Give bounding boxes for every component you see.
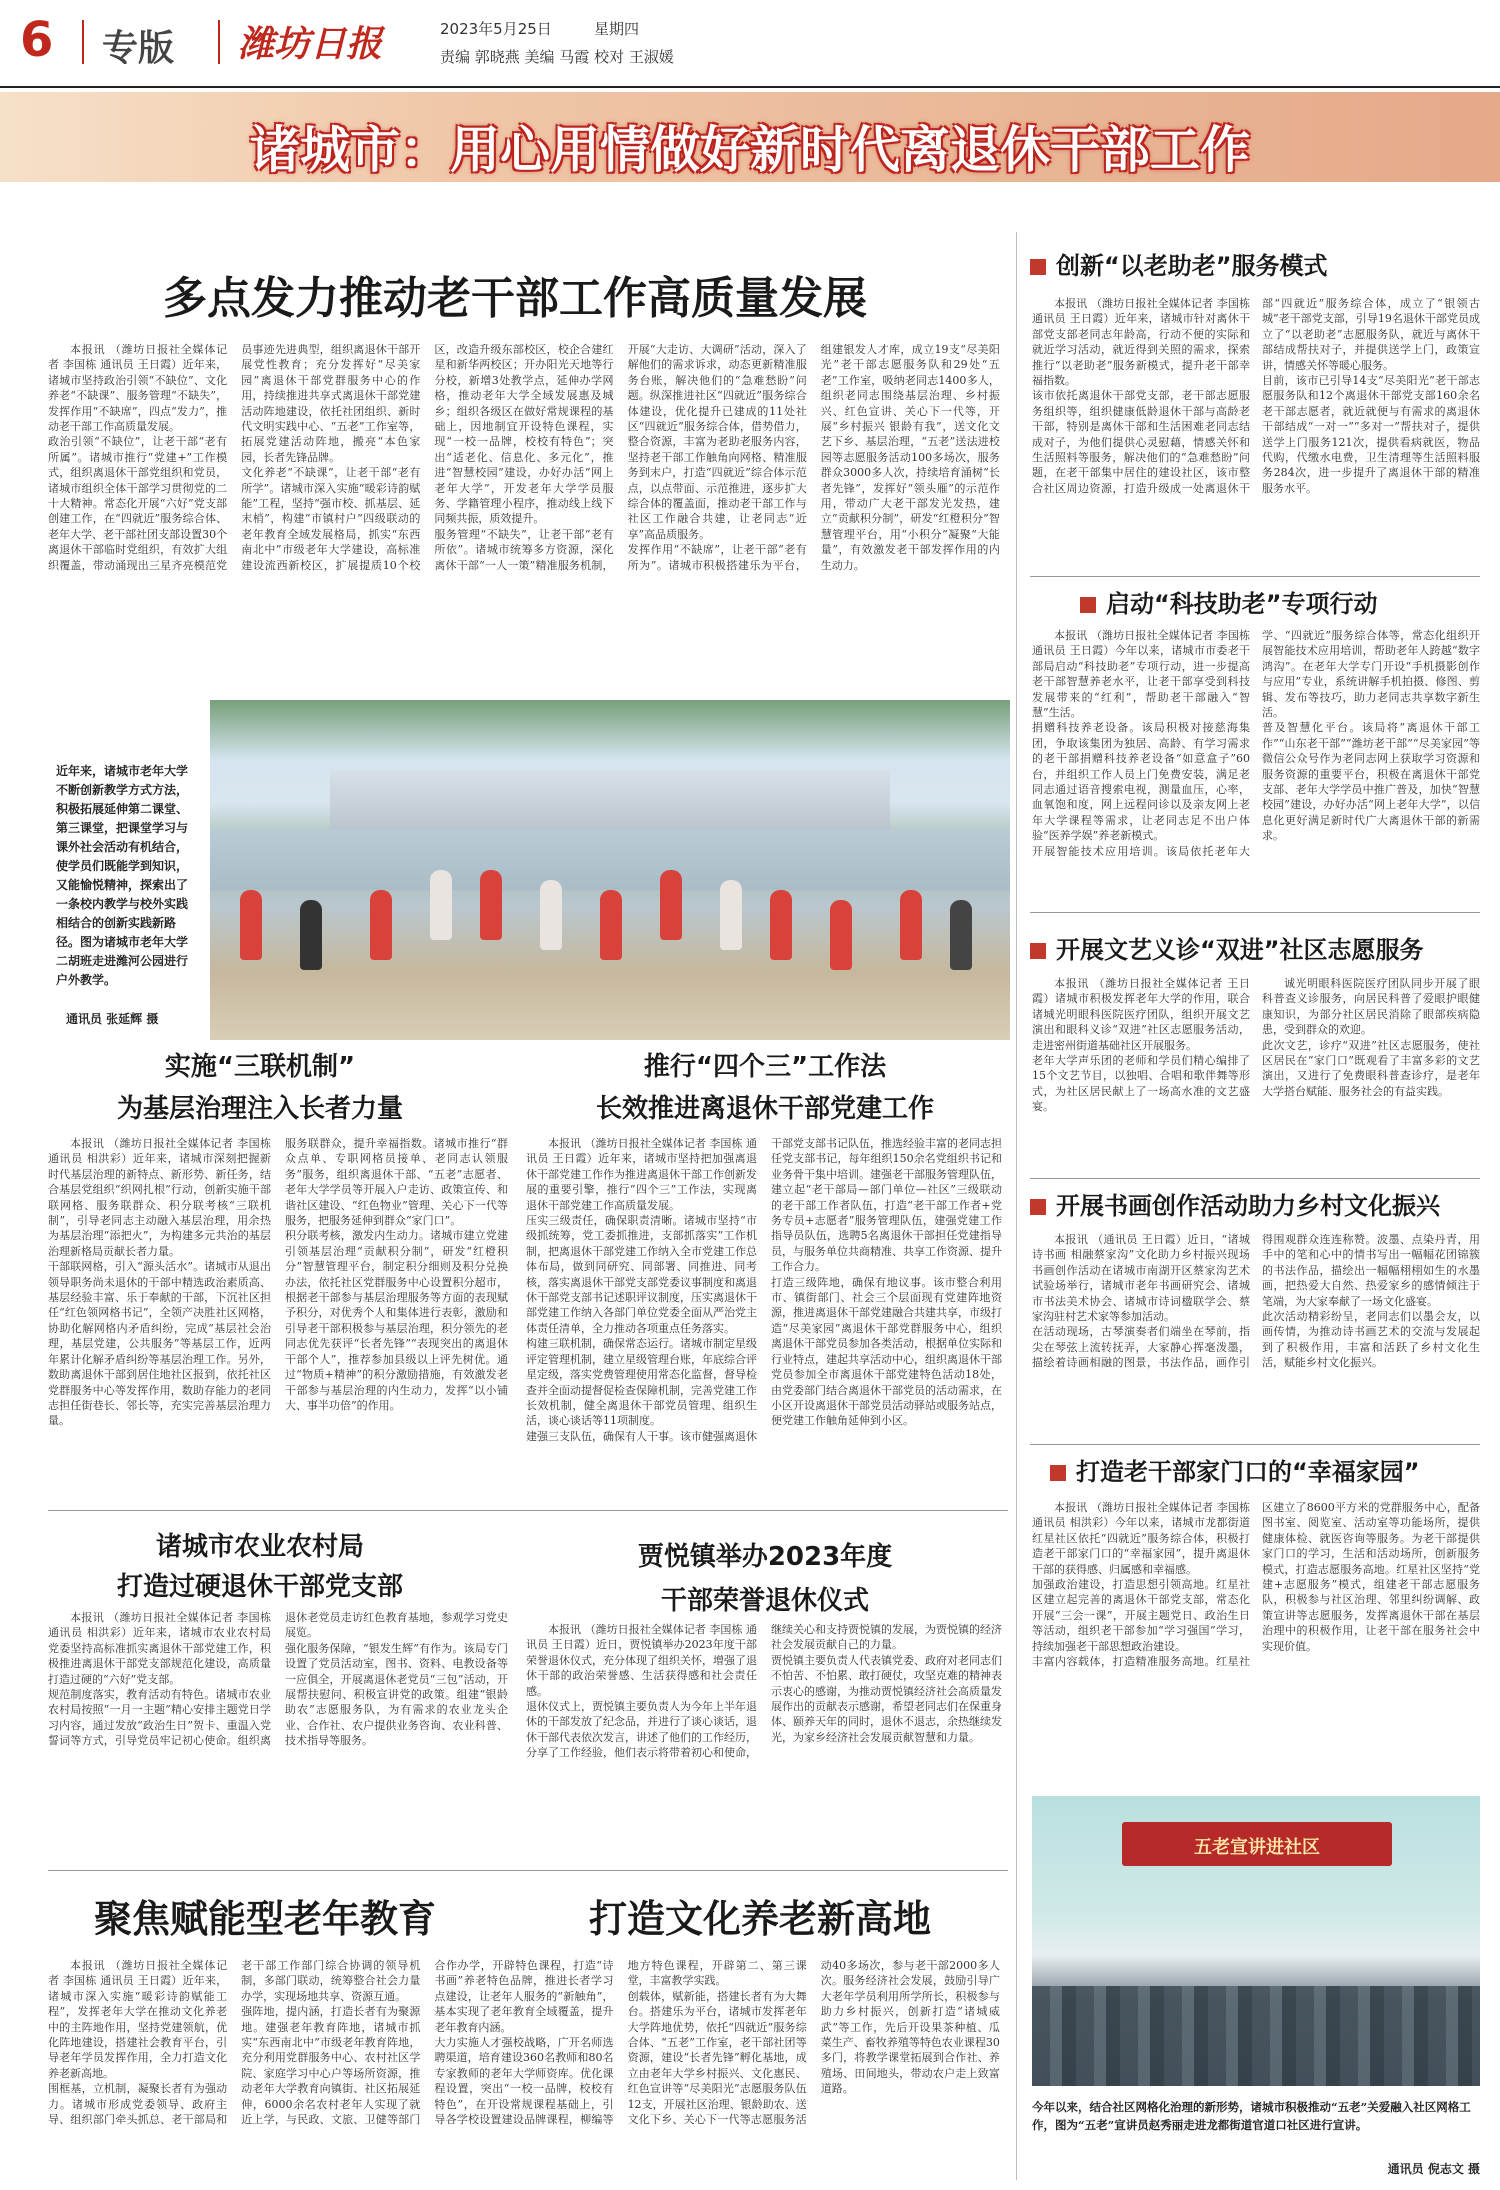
bottom-title-right: 打造文化养老新高地 xyxy=(588,1897,931,1941)
lead-body: 本报讯 （潍坊日报社全媒体记者 李国栋 通讯员 王日霞）近年来，诸城市坚持政治引领“不缺位”、文化养老“不缺课”、服务管理“不缺失”，发挥作用“不缺席”，四点“发力”，推动老干部工作高质量发展。 政治引领“不缺位”，让老干部“老有所属”。诸城市推行“党建+”工作模式，组织离退休干部党组织和党员，诸城市组织全体干部学习贯彻党的二十大精神。常态化开展“六好”党支部创建工作，在“四就近”服务综合体、老年大学、老干部社团支部设置30个离退休干部临时党组织，有效扩大组织覆盖，带动涌现出三星齐亮模范党员事迹先进典型，组织离退休干部开展党性教育；充分发挥好“尽美家园”离退休干部党群服务中心的作用，持续推进共享式离退休干部党建活动阵地建设，依托社团组织、新时代文明实践中心、“五老”工作室等，拓展党建活动阵地，搬亮“本色家园，长者先锋品牌。 文化养老“不缺课”，让老干部“老有所学”。诸城市深入实施“暖彩诗韵赋能”工程，坚持“强市校、抓基层、延末梢”，构建“市镇村户”四级联动的老年教育全域发展格局，抓实“东西南北中”市级老年大学建设，高标准建设流西新校区，扩展提质10个校区，改造升级东部校区，校企合建红星和新华两校区；开办阳光天地等行分校，新增3处教学点，延伸办学网格，推动老年大学全域发展惠及城乡；组织各级区在做好常规课程的基础上，因地制宜开设特色课程，实现“一校一品牌，校校有特色”；突出“适老化、信息化、多元化”，推进“智慧校园”建设，办好办活“网上老年大学”，开发老年大学学员服务、学籍管理小程序，推动线上线下同频共振，质效提升。 服务管理“不缺失”，让老干部“老有所依”。诸城市统筹多方资源，深化离休干部“一人一策”精准服务机制，开展“大走访、大调研”活动，深入了解他们的需求诉求，动态更新精准服务台账，解决他们的“急难愁盼”问题。纵深推进社区“四就近”服务综合体建设，优化提升已建成的11处社区“四就近”服务综合体，借势借力，整合资源，丰富为老助老服务内容，坚持老干部工作触角向网格、精准服务到末户，打造“四就近”综合体示范点，以点带面、示范推进，逐步扩大综合体的覆盖面，推动老干部工作与社区工作融合共建，让老同志“近享”高品质服务。 发挥作用“不缺席”，让老干部“老有所为”。诸城市积极搭建乐为平台，组建银发人才库，成立19支“尽美阳光”老干部志愿服务队和29处“五老”工作室，吸纳老同志1400多人，组织老同志围绕基层治理、乡村振兴、红色宣讲、关心下一代等，开展“乡村振兴 银龄有我”，送文化文艺下乡、基层治理，“五老”送法进校园等志愿服务活动100多场次，服务群众3000多人次，持续培育涌树“长者先锋”，发挥好“领头雁”的示范作用，带动广大老干部发光发热，建立“贡献积分制”，研发“红橙积分”智慧管理平台，用“小积分”凝聚“大能量”，有效激发老干部发挥作用的内生动力。 xyxy=(48,343,1000,572)
performer xyxy=(430,870,452,940)
photo-screen-banner xyxy=(1122,1822,1392,1866)
articleD-title-2: 干部荣誉退休仪式 xyxy=(660,1586,869,1616)
right5-body: 本报讯 （潍坊日报社全媒体记者 李国栋 通讯员 相洪彩）今年以来，诸城市龙都街道红星社区依托“四就近”服务综合体，积极打造老干部家门口的“幸福家园”，提升离退休干部的获得感、归属感和幸福感。 加强政治建设，打造思想引领高地。红星社区建立起完善的离退休干部党支部，常态化开展“三会一课”，开展主题党日、政治生日等活动，组织老干部参加“学习强国”学习，持续加强老干部思想政治建设。 丰富内容载体，打造精准服务高地。红星社区建立了8600平方米的党群服务中心，配备图书室、阅览室、活动室等功能场所，提供健康体检、就医咨询等服务。为老干部提供家门口的学习，生活和活动场所，创新服务模式，打造志愿服务高地。红星社区坚持“党建+志愿服务”模式，组建老干部志愿服务队，积极参与社区治理、邻里纠纷调解、政策宣讲等志愿服务，发挥离退休干部在基层治理中的积极作用，让老干部在服务社会中实现价值。 xyxy=(1032,1501,1480,1669)
right2-title-text: 启动“科技助老”专项行动 xyxy=(1106,590,1378,618)
right4-title-text: 开展书画创作活动助力乡村文化振兴 xyxy=(1056,1192,1440,1220)
right5-title-text: 打造老干部家门口的“幸福家园” xyxy=(1076,1458,1420,1486)
performer xyxy=(830,900,852,970)
photo-erhu-class xyxy=(210,700,1010,1040)
red-square-bullet xyxy=(1030,259,1046,275)
photo-audience xyxy=(1032,1986,1480,2086)
banner-title: 诸城市：用心用情做好新时代离退休干部工作 xyxy=(250,121,1250,179)
right1-title xyxy=(1030,246,1490,280)
photo-buildings xyxy=(330,770,890,830)
articleC-title-1: 诸城市农业农村局 xyxy=(155,1532,364,1562)
red-square-bullet xyxy=(1050,1465,1066,1481)
header-divider xyxy=(82,20,84,64)
bottom-body: 本报讯 （潍坊日报社全媒体记者 李国栋 通讯员 王日霞）近年来，诸城市深入实施“暖彩诗韵赋能工程”，发挥老年大学在推动文化养老中的主阵地作用，坚持党建领航，优化阵地建设，搭建社会教育平台，引导老年学员发挥作用，全力打造文化养老新高地。 围框基，立机制，凝聚长者有为强动力。诸城市形成党委领导、政府主导、组织部门牵头抓总、老干部局和老干部工作部门综合协调的领导机制，多部门联动，统筹整合社会力量办学，实现场地共享、资源互通。 强阵地，提内涵，打造长者有为聚源地。建强老年教育阵地，诸城市抓实“东西南北中”市级老年教育阵地，充分利用党群服务中心、农村社区学院、家庭学习中心户等场所资源，推动老年大学教育向镇街、社区拓展延伸，6000余名农村老年人实现了就近上学，与民政、文旅、卫健等部门合作办学，开辟特色课程，打造“诗书画”养老特色品牌，推进长者学习点建设，让老年人服务的“新触角”，基本实现了老年教育全域覆盖，提升老年教育内涵。 大力实施人才强校战略，广开名师选聘渠道，培育建设360名教师和80名专家教师的老年大学师资库。优化课程设置，突出“一校一品牌，校校有特色”，在开设常规课程基础上，引导各学校设置建设品牌课程，柳编等地方特色课程，开辟第二、第三课堂，丰富教学实践。 创载体，赋新能，搭建长者有为大舞台。搭建乐为平台，诸城市发挥老年大学阵地优势，依托“四就近”服务综合体、“五老”工作室，老干部社团等资源，建设“长者先锋”孵化基地，成立由老年大学乡村振兴、文化惠民、红色宣讲等“尽美阳光”志愿服务队伍12支，开展社区治理、银龄助农、送文化下乡、关心下一代等志愿服务活动40多场次，参与老干部2000多人次。服务经济社会发展，鼓励引导广大老年学员利用所学所长，积极参与助力乡村振兴，创新打造“诸城威武”等工作，先后开设果茶种植、瓜菜生产、畜牧养殖等特色农业课程30多门，将教学课堂拓展到合作社、养殖场、田间地头，带动农户走上致富道路。 xyxy=(48,1959,1000,2127)
photo-banner-text: 五老宣讲进社区 xyxy=(1194,1837,1320,1857)
bottom-title-left: 聚焦赋能型老年教育 xyxy=(93,1897,436,1941)
performer xyxy=(660,870,682,940)
articleD-body: 本报讯 （潍坊日报社全媒体记者 李国栋 通讯员 王日霞）近日，贾悦镇举办2023年度干部荣誉退休仪式，充分体现了组织关怀，增强了退休干部的政治荣誉感、生活获得感和社会责任感。 退休仪式上，贾悦镇主要负责人为今年上半年退休的干部发放了纪念品，并进行了谈心谈话，退休干部代表依次发言，讲述了他们的工作经历，分享了工作经验，他们表示将带着初心和使命，继续关心和支持贾悦镇的发展，为贾悦镇的经济社会发展贡献自己的力量。 贾悦镇主要负责人代表镇党委、政府对老同志们不怕苦、不怕累、敢打硬仗，攻坚克难的精神表示衷心的感谢，为推动贾悦镇经济社会高质量发展作出的贡献表示感谢，希望老同志们在保重身体、颐养天年的同时，退休不退志，余热继续发光，为家乡经济社会发展贡献智慧和力量。 xyxy=(526,1623,1002,1760)
editor-credits: 责编 郭晓燕 美编 马霞 校对 王淑媛 xyxy=(440,48,674,66)
photo2-credit: 通讯员 倪志文 摄 xyxy=(1387,2162,1480,2176)
right5-title xyxy=(1050,1452,1490,1486)
articleA-title-1: 实施“三联机制” xyxy=(164,1052,356,1082)
topic-banner xyxy=(0,92,1500,182)
bottom-divider xyxy=(48,1870,1008,1871)
right2-body: 本报讯 （潍坊日报社全媒体记者 李国栋 通讯员 王日霞）今年以来，诸城市市委老干部局启动“科技助老”专项行动，进一步提高老干部智慧养老水平，让老干部享受到科技发展带来的“红利”，帮助老干部融入“智慧”生活。 捐赠科技养老设备。该局积极对接慈海集团，争取该集团为独居、高龄、有学习需求的老干部捐赠科技养老设备“如意盒子”60台，并组织工作人员上门免费安装，满足老同志通过语音搜索电视，测量血压，心率，血氧饱和度，网上远程问诊以及亲友网上老年大学课程等需求，让老同志足不出户体验“医养学娱”养老新模式。 开展智能技术应用培训。该局依托老年大学、“四就近”服务综合体等，常态化组织开展智能技术应用培训，帮助老年人跨越“数字鸿沟”。在老年大学专门开设“手机摄影创作与应用”专业，系统讲解手机拍摄、修图、剪辑、发布等技巧，助力老同志共享数字新生活。 普及智慧化平台。该局将“离退休干部工作”“山东老干部”“潍坊老干部”“尽美家园”等微信公众号作为老同志网上获取学习资源和服务资源的重要平台，积极在离退休干部党支部、老年大学学员中推广普及，加快“智慧校园”建设，办好办活“网上老年大学”，以信息化更好满足新时代广大离退休干部的新需求。 xyxy=(1032,629,1480,858)
performer xyxy=(540,880,562,950)
right3-title xyxy=(1030,930,1490,964)
right4-body: 本报讯 （通讯员 王日霞）近日，“诸城诗书画 相融蔡家沟”文化助力乡村振兴现场书画创作活动在诸城市南湖开区蔡家沟艺术试验场举行，诸城市老年书画研究会、诸城市书法美术协会、诸城市诗词楹联学会、蔡家沟驻村艺术家等参加活动。 在活动现场，古琴演奏者们端坐在琴前，指尖在琴弦上流转抚弄，大家静心挥毫泼墨，描绘着诗画相融的图景，书法作品，画作引得围观群众连连称赞。波墨、点染丹青，用手中的笔和心中的情书写出一幅幅花团锦簇的书法作品，描绘出一幅幅栩栩如生的水墨画，把热爱大自然、热爱家乡的感情倾注于笔端，为大家奉献了一场文化盛宴。 此次活动精彩纷呈，老同志们以墨会友，以画传情，为推动诗书画艺术的交流与发展起到了积极作用，丰富和活跃了乡村文化生活，赋能乡村文化振兴。 xyxy=(1032,1233,1480,1370)
page-header xyxy=(0,0,1500,88)
performer xyxy=(480,870,502,940)
photo-community-lecture xyxy=(1032,1796,1480,2086)
paper-name: 潍坊日报 xyxy=(238,23,383,65)
lead-headline: 多点发力推动老干部工作高质量发展 xyxy=(163,273,867,324)
right-divider-2 xyxy=(1030,912,1480,913)
header-divider-2 xyxy=(218,20,220,64)
column-divider xyxy=(1016,232,1017,2180)
articleA-title-2: 为基层治理注入长者力量 xyxy=(116,1094,403,1124)
performer xyxy=(950,900,972,970)
red-square-bullet xyxy=(1030,943,1046,959)
right1-body: 本报讯 （潍坊日报社全媒体记者 李国栋 通讯员 王日霞）近年来，诸城市针对离休干部党支部老同志年龄高，行动不便的实际和就近学习活动，就近得到关照的需求，探索推行“以老助老”服务新模式，提升老干部幸福指数。 该市依托离退休干部党支部，老干部志愿服务组织等，组织健康低龄退休干部与高龄老干部，特别是离休干部和生活困难老同志结成对子，为他们提供心灵慰藉，情感关怀和生活照料等服务，解决他们的“急难愁盼”问题，在老干部集中居住的建设社区，该市整合社区周边资源，打造升级成一处离退休干部“四就近”服务综合体，成立了“银领古城”老干部党支部，引导19名退休干部党员成立了“以老助老”志愿服务队，就近与离休干部结成帮扶对子，并提供送学上门，政策宣讲，情感关怀等暖心服务。 目前，该市已引导14支“尽美阳光”老干部志愿服务队和12个离退休干部党支部160余名老干部志愿者，就近就便与有需求的离退休干部结成“一对一”“多对一”帮扶对子，提供送学上门服务121次，提供看病就医，物品代购，代缴水电费，卫生清理等生活照料服务284次，进一步提升了离退休干部的精准服务水平。 xyxy=(1032,297,1480,495)
performer xyxy=(240,890,262,960)
performer xyxy=(900,890,922,960)
right-divider-4 xyxy=(1030,1444,1480,1445)
mid-divider xyxy=(48,1510,1008,1511)
articleB-body: 本报讯 （潍坊日报社全媒体记者 李国栋 通讯员 王日霞）近年来，诸城市坚持把加强离退休干部党建工作作为推进离退休干部工作创新发展的重要引擎，推行“四个三”工作法，实现离退休干部党建工作高质量发展。 压实三级责任，确保职责清晰。诸城市坚持“市级抓统筹，党工委抓推进，支部抓落实”工作机制，把离退休干部党建工作纳入全市党建工作总体布局，做到同研究、同部署、同推进、同考核，落实离退休干部党支部党委议事制度和离退休干部党支部书记述职评议制度，压实离退休干部党建工作纳入各部门单位党委全面从严治党主体责任清单，全力推动各项重点任务落实。 构建三联机制，确保常态运行。诸城市制定星级评定管理机制，建立星级管理台账，年底综合评星定级，落实党费管理使用常态化监督，督导检查并全面动提督促检查保障机制，完善党建工作长效机制，健全离退休干部党员管理、组织生活，谈心谈话等11项制度。 建强三支队伍，确保有人干事。该市健强离退休干部党支部书记队伍，推选经验丰富的老同志担任党支部书记，每年组织150余名党组织书记和业务骨干集中培训。建强老干部服务管理队伍，建立起“老干部局—部门单位—社区”三级联动的老干部工作者队伍，打造“老干部工作者+党务专员+志愿者”服务管理队伍，建强党建工作指导员队伍，选聘5名离退休干部担任党建指导员，与服务单位共商精准、共享工作资源、提升工作合力。 打造三级阵地，确保有地议事。该市整合利用市、镇街部门、社会三个层面现有党建阵地资源，推进离退休干部党建融合共建共享，市级打造“尽美家园”离退休干部党群服务中心，组织离退休干部党员参加各类活动，根据单位实际和行业特点，建起共享活动中心，组织离退休干部党员参加全市离退休干部党建特色活动18处，由党委部门结合离退休干部党员的活动需求，在小区开设离退休干部党员活动驿站或服务站点，便党建工作触角延伸到小区。 xyxy=(526,1137,1002,1443)
photo-trees xyxy=(210,700,1010,760)
right2-title xyxy=(1080,584,1480,618)
articleB-title-2: 长效推进离退休干部党建工作 xyxy=(595,1094,934,1124)
issue-weekday: 星期四 xyxy=(594,20,640,38)
performer xyxy=(370,890,392,960)
right-divider-1 xyxy=(1030,576,1480,577)
articleB-title-1: 推行“四个三”工作法 xyxy=(643,1052,887,1082)
right3-title-text: 开展文艺义诊“双进”社区志愿服务 xyxy=(1056,936,1424,964)
photo-river xyxy=(210,830,1010,890)
red-square-bullet xyxy=(1030,1199,1046,1215)
right3-body: 诚光明眼科医院医疗团队同步开展了眼科普查义诊服务，向居民科普了爱眼护眼健康知识，为部分社区居民消除了眼部疾病隐患，受到群众的欢迎。 此次文艺，诊疗“双进”社区志愿服务，使社区居民在“家门口”既观看了丰富多彩的文艺演出，又进行了免费眼科普查诊疗，是老年大学搭台赋能、服务社会的有益实践。 xyxy=(1262,977,1480,1098)
performer xyxy=(720,880,742,950)
articleD-title-1: 贾悦镇举办2023年度 xyxy=(637,1542,893,1572)
performer xyxy=(770,890,792,960)
page-number: 6 xyxy=(20,12,54,68)
photo2-caption: 今年以来，结合社区网格化治理的新形势，诸城市积极推动“五老”关爱融入社区网格工作，图为“五老”宣讲员赵秀丽走进龙都街道官道口社区进行宣讲。 xyxy=(1032,2100,1471,2132)
articleA-body: 本报讯 （潍坊日报社全媒体记者 李国栋 通讯员 相洪彩）近年来，诸城市深刻把握新时代基层治理的新特点、新形势、新任务，结合基层党组织“织网扎根”行动，创新实施干部联网格、服务联群众、积分联考核“三联机制”，引导老同志主动融入基层治理，用余热为基层治理“添把火”，为构建多元共治的基层治理新格局贡献长者力量。 干部联网格，引入“源头活水”。诸城市从退出领导职务尚未退休的干部中精选政治素质高、基层经验丰富、乐于奉献的干部，下沉社区担任“红色领网格书记”，全领产决胜社区网格，协助化解网格内矛盾纠纷，完成“基层社会治理，基层党建，公共服务”等基层工作，近两年累计化解矛盾纠纷等基层治理工作。另外，数助离退休干部到居住地社区报到，依托社区党群服务中心等发挥作用，数助存能力的老同志担任街巷长、邻长等，充实完善基层治理力量。 服务联群众，提升幸福指数。诸城市推行“群众点单、专职网格员接单、老同志认领服务”服务，组织离退休干部、“五老”志愿者、老年大学学员等开展入户走访、政策宣传、和谐社区建设、“红色物业”管理、关心下一代等服务，把服务延伸到群众“家门口”。 积分联考核，激发内生动力。诸城市建立党建引领基层治理“贡献积分制”，研发“红橙积分”智慧管理平台，制定积分细则及积分兑换办法，依托社区党群服务中心设置积分超市，根据老干部参与基层治理服务等方面的表现赋予积分，对优秀个人和集体进行表彰，激励和引导老干部积极参与基层治理，积分领先的老同志优先获评“长者先锋”“表现突出的离退休干部个人”，推荐参加县级以上评先树优。通过“物质+精神”的积分激励措施，有效激发老干部参与基层治理的内生动力，发挥“以小铺大、事半功倍”的作用。 xyxy=(48,1137,508,1428)
right1-title-text: 创新“以老助老”服务模式 xyxy=(1056,252,1328,280)
right-divider-3 xyxy=(1030,1178,1480,1179)
performer xyxy=(300,900,322,970)
photo1-credit: 通讯员 张延辉 摄 xyxy=(66,1012,159,1026)
articleC-body: 本报讯 （潍坊日报社全媒体记者 李国栋 通讯员 相洪彩）近年来，诸城市农业农村局党委坚持高标准抓实离退休干部党建工作，积极推进离退休干部党支部规范化建设，高质量打造过硬的“六好”党支部。 规范制度落实，教育活动有特色。诸城市农业农村局按照“一月一主题”精心安排主题党日学习内容，通过发放“政治生日”贺卡、重温入党誓词等方式，引导党员牢记初心使命。组织离退休老党员走访红色教育基地，参观学习党史展览。 强化服务保障，“银发生辉”有作为。该局专门设置了党员活动室，图书、资料、电教设备等一应俱全，开展离退休老党员“三包”活动，开展帮扶慰问、积极宣讲党的政策。组建“银龄助农”志愿服务队，为有需求的农业龙头企业、合作社、农户提供业务咨询、农业科普、技术指导等服务。 xyxy=(48,1611,508,1748)
red-square-bullet xyxy=(1080,597,1096,613)
section-label: 专版 xyxy=(102,28,175,64)
issue-date: 2023年5月25日 xyxy=(440,20,552,38)
right4-title xyxy=(1030,1186,1490,1220)
right3-body-lead: 本报讯 （潍坊日报社全媒体记者 王日霞）诸城市积极发挥老年大学的作用，联合诸城光明眼科医院医疗团队，组织开展文艺演出和眼科义诊“双进”社区志愿服务活动，走进密州街道基础社区开展服务。 老年大学声乐团的老师和学员们精心编排了15个文艺节目，以独唱、合唱和歌伴舞等形式，为社区居民献上了一场高水准的文艺盛宴。 xyxy=(1032,977,1250,1114)
photo1-caption: 近年来，诸城市老年大学不断创新教学方式方法，积极拓展延伸第二课堂、第三课堂，把课堂学习与课外社会活动有机结合，使学员们既能学到知识，又能愉悦精神，探索出了一条校内教学与校外实践相结合的创新实践新路径。图为诸城市老年大学二胡班走进潍河公园进行户外教学。 xyxy=(56,764,189,987)
articleC-title-2: 打造过硬退休干部党支部 xyxy=(116,1572,403,1602)
performer xyxy=(600,890,622,960)
